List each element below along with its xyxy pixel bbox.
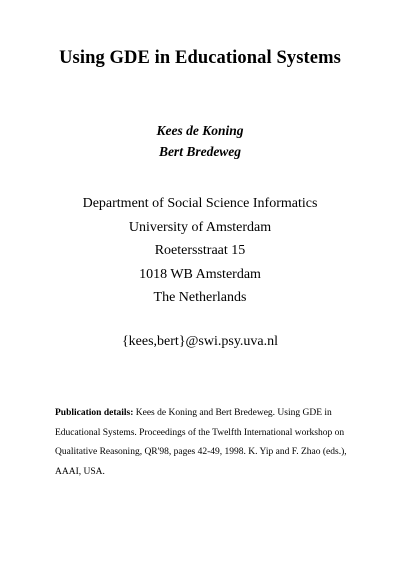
paper-title: Using GDE in Educational Systems <box>59 48 341 68</box>
author-name: Kees de Koning <box>156 123 244 138</box>
publication-details-label: Publication details: <box>55 408 134 418</box>
street-line: Roetersstraat 15 <box>154 243 246 258</box>
author-list <box>0 120 400 162</box>
university-line: University of Amsterdam <box>128 219 272 235</box>
author-email: {kees,bert}@swi.psy.uva.nl <box>121 334 279 349</box>
country-line: The Netherlands <box>153 290 247 305</box>
author-name: Bert Bredeweg <box>158 144 242 159</box>
department-line: Department of Social Science Informatics <box>82 196 318 211</box>
publication-details-text: Kees de Koning and Bert Bredeweg. Using GDE in Educational Systems. Proceedings of the Twelfth International workshop on Qualitative Reasoning, QR'98, pages 42-49, 1998. K. Yip and F. Zhao (eds.), AAAI, USA. <box>55 408 347 477</box>
publication-details <box>55 404 360 482</box>
city-line: 1018 WB Amsterdam <box>139 266 261 282</box>
affiliation-block <box>0 192 400 310</box>
